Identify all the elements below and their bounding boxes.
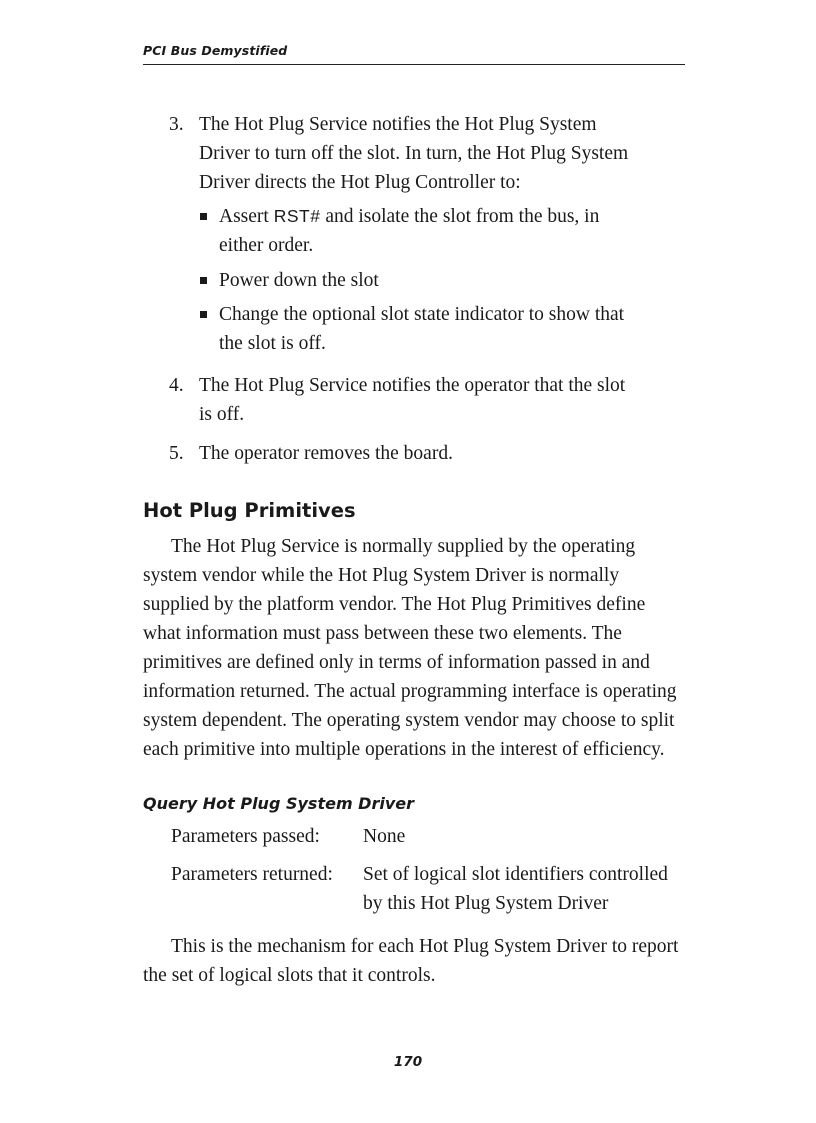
running-header: [143, 40, 685, 65]
section-paragraph: The Hot Plug Service is normally supplied by the operating system vendor while the Hot Plug System Driver is normally supplied by the platform vendor. The Hot Plug Primitives define what information must pass between these two elements. The primitives are defined only in terms of information passed in and information returned. The actual programming interface is operating system dependent. The operating system vendor may choose to split each primitive into multiple operations in the interest of efficiency.: [143, 536, 677, 760]
signal-name: RST#: [273, 206, 321, 226]
running-title: PCI Bus Demystified: [143, 43, 288, 58]
bullet-square-icon: [200, 213, 207, 220]
bullet-square-icon: [200, 277, 207, 284]
bullet-item: [198, 202, 648, 260]
subsection-heading: Query Hot Plug System Driver: [143, 794, 415, 813]
parameter-value: Set of logical slot identifiers controlled by this Hot Plug System Driver: [363, 864, 668, 914]
step-text: The Hot Plug Service notifies the Hot Plug System Driver to turn off the slot. In turn, the Hot Plug System Driver directs the Hot Plug Controller to:: [199, 114, 629, 193]
parameter-row: [171, 860, 691, 918]
section-heading: Hot Plug Primitives: [143, 499, 356, 522]
subsection-paragraph: This is the mechanism for each Hot Plug System Driver to report the set of logical slots that it controls.: [143, 936, 679, 986]
bullet-square-icon: [200, 311, 207, 318]
bullet-text: [219, 202, 648, 260]
step-text: The Hot Plug Service notifies the operator that the slot is off.: [199, 375, 626, 425]
bullet-text-part: and isolate the slot from the bus, in either order.: [219, 206, 600, 256]
bullet-text: Change the optional slot state indicator to show that the slot is off.: [219, 304, 625, 354]
step-number: 3.: [169, 114, 184, 135]
page-number: 170: [393, 1054, 423, 1070]
parameter-row: [171, 822, 691, 851]
parameter-label: Parameters passed:: [171, 826, 320, 847]
step-item-4: [169, 371, 639, 429]
bullet-text: Power down the slot: [219, 270, 379, 291]
step-item-5: [169, 439, 639, 468]
step-number: 4.: [169, 375, 184, 396]
bullet-text-part: Assert: [219, 206, 274, 227]
step-item-3: [169, 110, 639, 197]
bullet-item: [198, 266, 648, 295]
parameter-value: None: [363, 826, 406, 847]
step-number: 5.: [169, 443, 184, 464]
bullet-item: [198, 300, 648, 358]
parameter-label: Parameters returned:: [171, 864, 333, 885]
step-text: The operator removes the board.: [199, 443, 453, 464]
